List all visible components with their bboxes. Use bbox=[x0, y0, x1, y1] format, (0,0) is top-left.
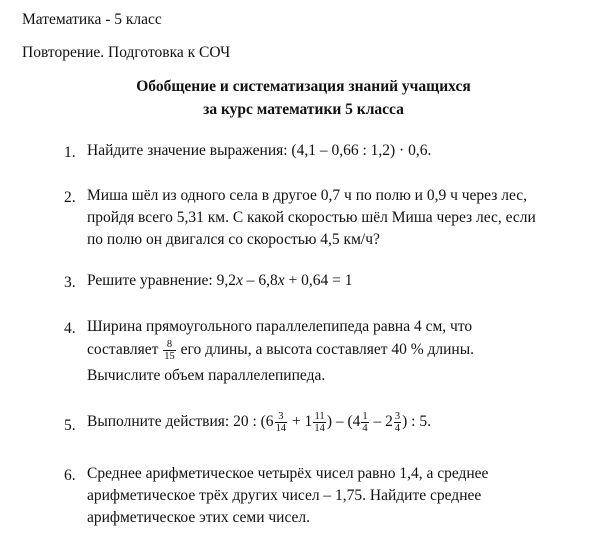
fraction-denominator: 15 bbox=[164, 350, 175, 362]
fraction-numerator: 3 bbox=[394, 410, 401, 422]
task-5-mid-1: + 1 bbox=[288, 413, 313, 430]
task-6-line-2: арифметическое трёх других чисел – 1,75. Найдите среднее bbox=[87, 487, 482, 504]
task-5-number: 5. bbox=[64, 417, 76, 434]
task-4-line-2-post: его длины, а высота составляет 40 % длины. bbox=[180, 341, 475, 358]
task-4-line-2 bbox=[87, 336, 474, 364]
task-3-prefix: Решите уравнение: 9,2 bbox=[87, 272, 236, 289]
task-4-line-2-pre: составляет bbox=[87, 341, 159, 358]
task-5-mid-2: ) – (4 bbox=[326, 413, 361, 430]
fraction-numerator: 3 bbox=[275, 411, 288, 423]
task-5-pre: Выполните действия: 20 : (6 bbox=[87, 413, 274, 430]
fraction-numerator: 8 bbox=[163, 339, 176, 351]
fraction-numerator: 11 bbox=[314, 410, 325, 422]
task-6-line-3: арифметическое этих семи чисел. bbox=[87, 509, 311, 526]
title-line-1: Обобщение и систематизация знаний учащихся bbox=[136, 78, 471, 95]
task-6-number: 6. bbox=[64, 467, 76, 484]
task-2-line-3: по полю он двигался со скоростью 4,5 км/ч? bbox=[87, 231, 380, 248]
fraction-3-4 bbox=[394, 411, 401, 434]
fraction-denominator: 14 bbox=[275, 422, 287, 434]
variable-x-2: x bbox=[277, 272, 285, 289]
title-line-2: за курс математики 5 класса bbox=[203, 101, 404, 118]
task-2-line-1: Миша шёл из одного села в другое 0,7 ч по полю и 0,9 ч через лес, bbox=[87, 187, 528, 204]
task-3-number: 3. bbox=[64, 274, 76, 291]
fraction-11-14 bbox=[313, 411, 326, 434]
task-4-line-1: Ширина прямоугольного параллелепипеда равна 4 см, что bbox=[87, 318, 473, 335]
task-5-expression bbox=[87, 407, 431, 437]
fraction-1-4 bbox=[361, 411, 368, 434]
fraction-denominator: 4 bbox=[394, 422, 401, 434]
task-3-suffix: + 0,64 = 1 bbox=[284, 272, 353, 289]
fraction-denominator: 14 bbox=[314, 422, 325, 434]
task-5-post: ) : 5. bbox=[402, 413, 431, 430]
task-6-line-1: Среднее арифметическое четырёх чисел равно 1,4, а среднее bbox=[87, 465, 489, 482]
task-5-mid-3: – 2 bbox=[369, 413, 393, 430]
task-1-number: 1. bbox=[64, 144, 76, 161]
fraction-denominator: 4 bbox=[362, 422, 368, 434]
subject-line: Математика - 5 класс bbox=[22, 11, 162, 28]
task-4-number: 4. bbox=[64, 320, 76, 337]
topic-line: Повторение. Подготовка к СОЧ bbox=[22, 44, 231, 61]
task-3-mid: – 6,8 bbox=[242, 272, 278, 289]
task-3-equation bbox=[87, 270, 352, 292]
task-4-line-3: Вычислите объем параллелепипеда. bbox=[87, 367, 326, 384]
task-1-text: Найдите значение выражения: (4,1 – 0,66 : 1,2) · 0,6. bbox=[87, 142, 432, 159]
variable-x-1: x bbox=[235, 272, 243, 289]
fraction-8-15 bbox=[163, 339, 176, 362]
fraction-3-14 bbox=[275, 411, 288, 434]
task-2-line-2: пройдя всего 5,31 км. С какой скоростью шёл Миша через лес, если bbox=[87, 209, 536, 226]
task-2-number: 2. bbox=[64, 189, 76, 206]
fraction-numerator: 1 bbox=[362, 410, 368, 422]
